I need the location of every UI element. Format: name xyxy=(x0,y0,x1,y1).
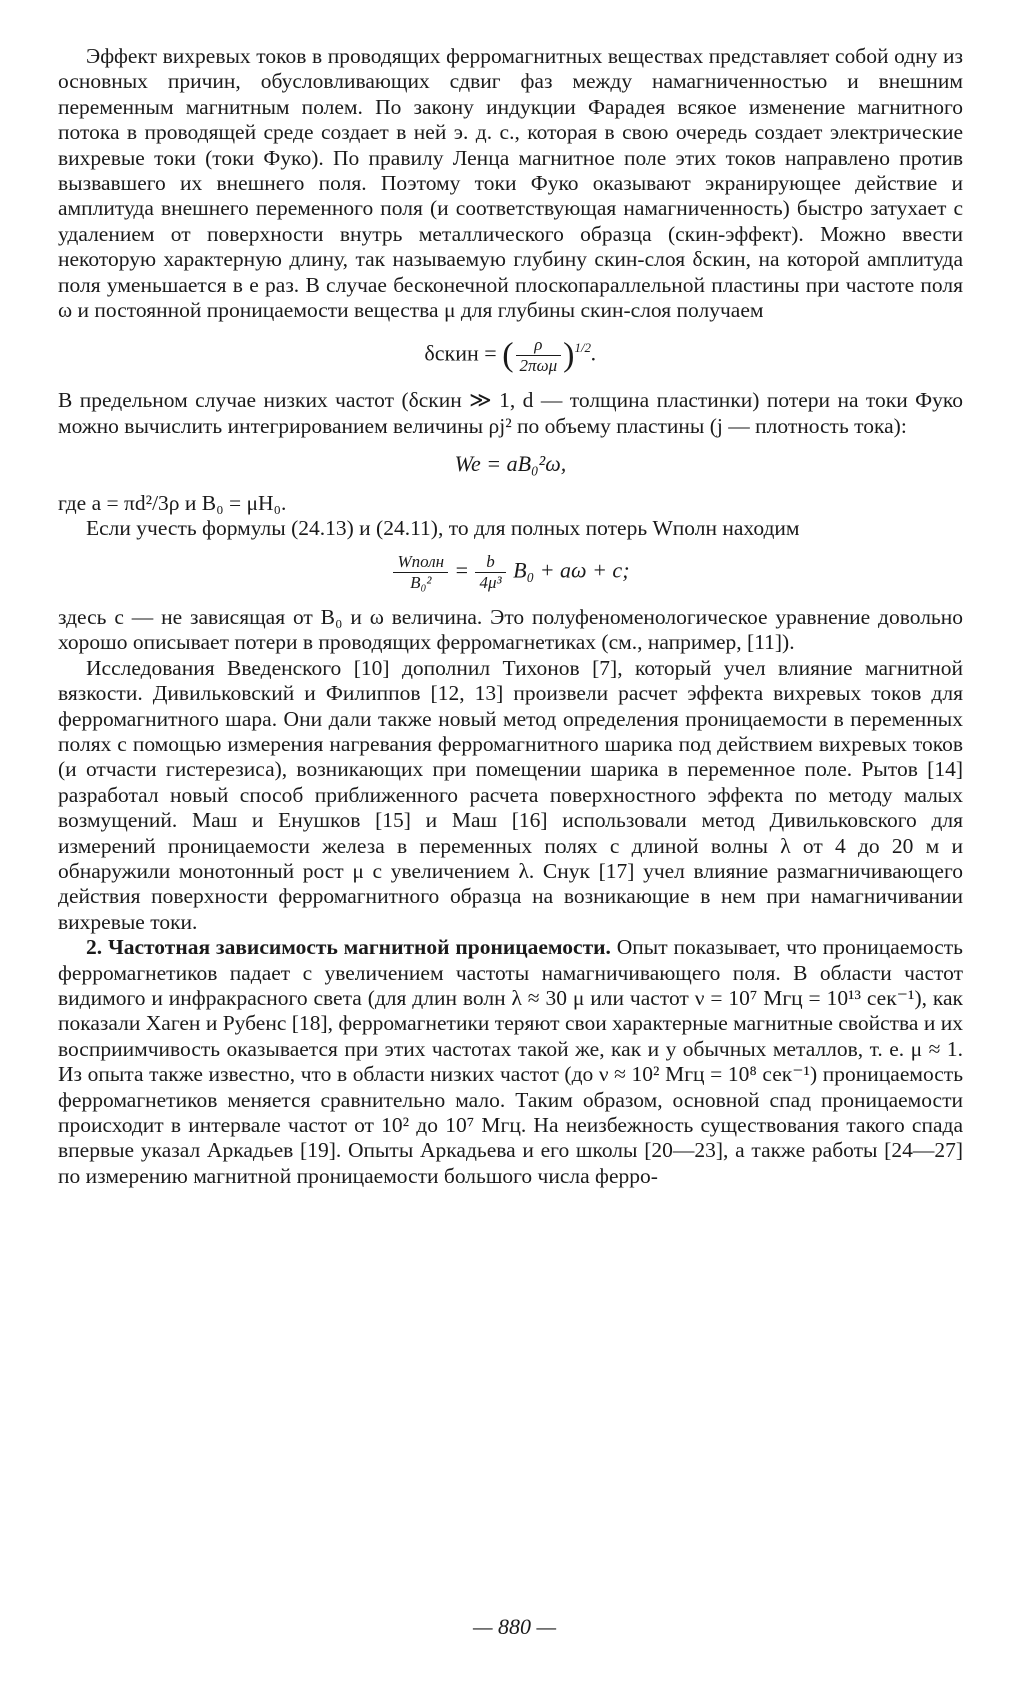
section-text: Опыт показывает, что проницаемость ферромагнетиков падает с увеличением частоты намагничивающего поля. В области частот видимого и инфракрасного света (для длин волн λ ≈ 30 μ или частот ν = 10⁷ Мгц = 10¹³ сек⁻¹), как показали Хаген и Рубенс [18], ферромагнетики теряют свои характерные магнитные свойства и их восприимчивость оказывается при этих частотах такой же, как и у обычных металлов, т. е. μ ≈ 1. Из опыта также известно, что в области низких частот (до ν ≈ 10² Мгц = 10⁸ сек⁻¹) проницаемость ферромагнетиков меняется сравнительно мало. Таким образом, основной спад проницаемости происходит в интервале частот от 10² до 10⁷ Мгц. На неизбежность существования такого спада впервые указал Аркадьев [19]. Опыты Аркадьева и его школы [20—23], а также работы [24—27] по измерению магнитной проницаемости большого числа ферро- xyxy=(58,935,963,1188)
paragraph-frequency-dependence xyxy=(58,935,963,1189)
page-body xyxy=(58,44,963,1189)
section-heading: 2. Частотная зависимость магнитной проницаемости. xyxy=(86,935,611,960)
formula-total-rhs-numerator: b xyxy=(475,552,505,573)
formula-eddy-loss: We = aB₀²ω, xyxy=(454,451,567,477)
formula-total-lhs-numerator: Wполн xyxy=(393,552,448,573)
formula-skin-depth: δскин = ( $\frac{\rho}{\text{2πωμ}}$ )$^{1/2}$. xyxy=(424,335,597,376)
paragraph-where: где a = πd²/3ρ и B₀ = μH₀. xyxy=(58,491,287,516)
formula-skin-depth-lhs: δскин xyxy=(424,340,479,366)
paragraph-low-frequency: В предельном случае низких частот (δскин ≫ 1, d — толщина пластинки) потери на токи Фуко можно вычислить интегрированием величины ρj² по объему пластины (j — плотность тока): xyxy=(58,388,963,438)
paragraph-total-losses: Если учесть формулы (24.13) и (24.11), то для полных потерь Wполн находим xyxy=(86,516,800,541)
formula-total-lhs-denominator: B₀² xyxy=(410,572,432,592)
paragraph-eddy-currents: Эффект вихревых токов в проводящих ферромагнитных веществах представляет собой одну из основных причин, обусловливающих сдвиг фаз между намагниченностью и внешним переменным магнитным полем. По закону индукции Фарадея всякое изменение магнитного потока в проводящей среде создает в ней э. д. с., которая в свою очередь создает электрические вихревые токи (токи Фуко). По правилу Ленца магнитное поле этих токов направлено против вызвавшего их внешнего поля. Поэтому токи Фуко оказывают экранирующее действие и амплитуда внешнего переменного поля (и соответствующая намагниченность) быстро затухает с удалением от поверхности внутрь металлического образца (скин-эффект). Можно ввести некоторую характерную длину, так называемую глубину скин-слоя δскин, на которой амплитуда поля уменьшается в e раз. В случае бесконечной плоскопараллельной пластины при частоте поля ω и постоянной проницаемости вещества μ для глубины скин-слоя получаем xyxy=(58,44,963,323)
formula-skin-depth-numerator: ρ xyxy=(516,335,562,356)
formula-skin-depth-exponent: 1/2 xyxy=(574,340,592,356)
page-number: — 880 — xyxy=(472,1614,557,1639)
formula-total-tail: B₀ + aω + c; xyxy=(513,557,630,583)
formula-total-losses: $\frac{\text{Wполн}}{\text{B₀²}}$ = $\frac{b}{\text{4μ³}}$ B₀ + aω + c; xyxy=(58,552,963,593)
paragraph-research-history: Исследования Введенского [10] дополнил Тихонов [7], который учел влияние магнитной вязкости. Дивильковский и Филиппов [12, 13] произвели расчет эффекта вихревых токов для ферромагнитного шара. Они дали также новый метод определения проницаемости в переменных полях с помощью измерения нагревания ферромагнитного шарика под действием вихревых токов (и отчасти гистерезиса), возникающих при помещении шарика в переменное поле. Рытов [14] разработал новый способ приближенного расчета поверхностного эффекта по методу малых возмущений. Маш и Енушков [15] и Маш [16] использовали метод Дивильковского для измерений проницаемости железа в переменных полях с длиной волны λ от 4 до 20 м и обнаружили монотонный рост μ с увеличением λ. Снук [17] учел влияние размагничивающего действия поверхности ферромагнитного образца на возникающие в нем при намагничивании вихревые токи. xyxy=(58,655,963,934)
formula-skin-depth-denominator: 2πωμ xyxy=(519,356,558,376)
formula-total-rhs-denominator: 4μ³ xyxy=(479,572,502,592)
paragraph-semi-phenomenological: здесь c — не зависящая от B₀ и ω величина. Это полуфеноменологическое уравнение довольно хорошо описывает потери в проводящих ферромагнетиках (см., например, [11]). xyxy=(58,604,963,655)
